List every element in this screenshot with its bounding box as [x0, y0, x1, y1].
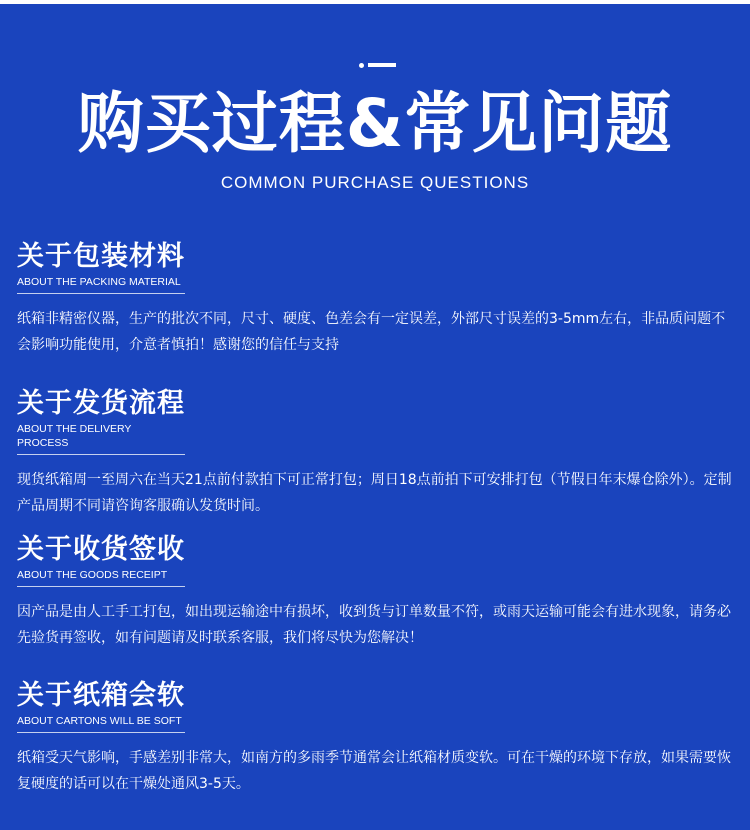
section-subtitle: ABOUT THE GOODS RECEIPT — [17, 568, 185, 587]
title-decoration — [359, 63, 399, 71]
page-subtitle: COMMON PURCHASE QUESTIONS — [220, 173, 530, 192]
section-title: 关于纸箱会软 — [17, 680, 185, 711]
section-body: 纸箱非精密仪器，生产的批次不同，尺寸、硬度、色差会有一定误差，外部尺寸误差的3-5mm左右，非品质问题不会影响功能使用，介意者慎拍！感谢您的信任与支持 — [17, 311, 726, 353]
section-title: 关于发货流程 — [17, 388, 185, 419]
section-body: 现货纸箱周一至周六在当天21点前付款拍下可正常打包；周日18点前拍下可安排打包（节假日年末爆仓除外）。定制产品周期不同请咨询客服确认发货时间。 — [17, 472, 732, 514]
page-title: 购买过程&常见问题 — [77, 85, 673, 162]
decoration-bar — [368, 63, 396, 67]
section-body: 因产品是由人工手工打包，如出现运输途中有损坏，收到货与订单数量不符，或雨天运输可能会有进水现象，请务必先验货再签收，如有问题请及时联系客服，我们将尽快为您解决！ — [17, 604, 731, 646]
section-body: 纸箱受天气影响，手感差别非常大，如南方的多雨季节通常会让纸箱材质变软。可在干燥的环境下存放，如果需要恢复硬度的话可以在干燥处通风3-5天。 — [17, 750, 731, 792]
section-delivery-process — [17, 389, 737, 519]
section-packing-material — [17, 242, 737, 358]
section-subtitle: ABOUT THE PACKING MATERIAL — [17, 275, 185, 294]
section-subtitle: ABOUT THE DELIVERY PROCESS — [17, 422, 185, 455]
section-cartons-soft — [17, 681, 737, 797]
section-subtitle: ABOUT CARTONS WILL BE SOFT — [17, 714, 185, 733]
section-title: 关于包装材料 — [17, 241, 185, 272]
faq-panel — [0, 4, 750, 830]
section-title: 关于收货签收 — [17, 534, 185, 565]
section-goods-receipt — [17, 535, 737, 651]
decoration-dot — [359, 63, 364, 68]
